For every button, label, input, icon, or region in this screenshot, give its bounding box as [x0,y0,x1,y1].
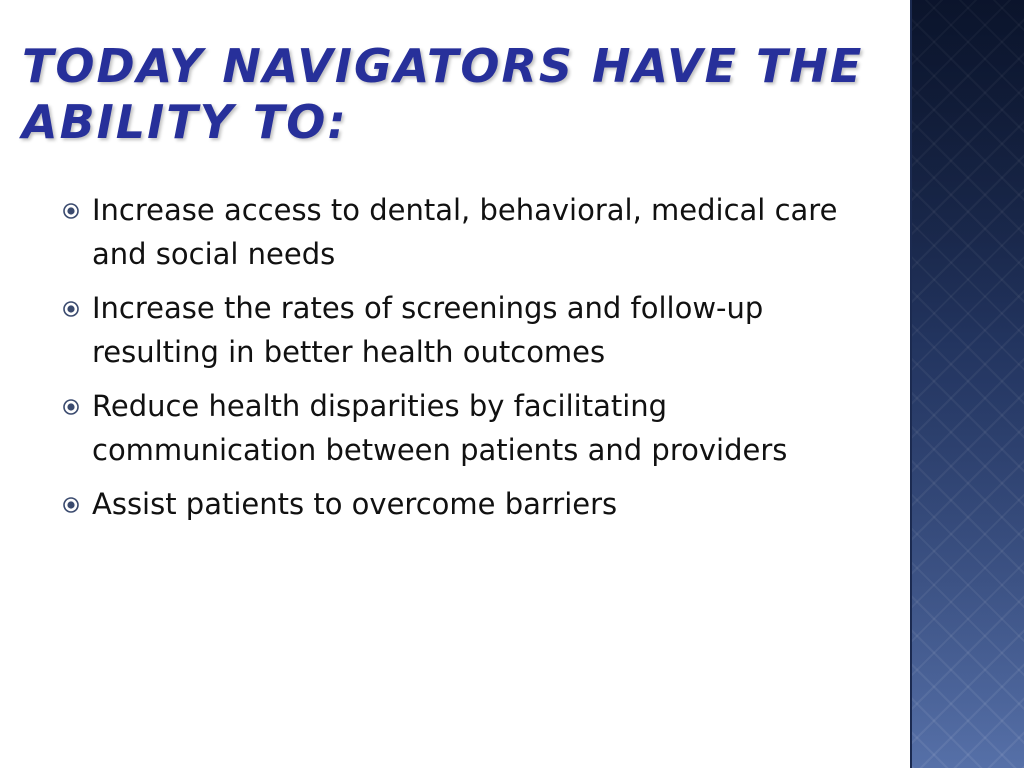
bullet-list [62,188,842,536]
list-item [62,286,842,374]
bullet-text: Reduce health disparities by facilitating communication between patients and providers [92,389,788,467]
bullet-text: Increase the rates of screenings and follow-up resulting in better health outcomes [92,291,764,369]
decorative-side-panel [912,0,1024,768]
slide-title: TODAY NAVIGATORS HAVE THE ABILITY TO: [22,39,864,149]
bullet-text: Increase access to dental, behavioral, medical care and social needs [92,193,838,271]
radio-bullet-icon [62,188,92,220]
radio-bullet-icon [62,286,92,318]
list-item [62,384,842,472]
radio-bullet-icon [62,384,92,416]
radio-bullet-icon [62,482,92,514]
bullet-text: Assist patients to overcome barriers [92,487,618,521]
list-item [62,188,842,276]
list-item [62,482,842,526]
